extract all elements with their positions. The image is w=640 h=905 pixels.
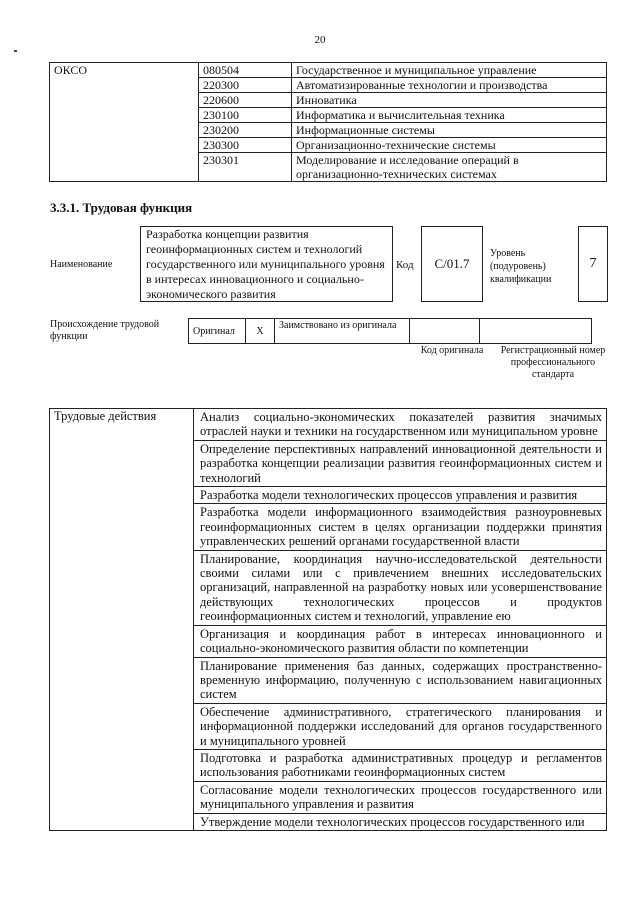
page-number: 20	[314, 34, 326, 46]
okso-code: 230100	[199, 108, 292, 123]
labor-action-item: Разработка модели технологических процессов управления и развития	[194, 487, 607, 504]
okso-table	[49, 62, 607, 182]
okso-name: Автоматизированные технологии и производства	[292, 78, 607, 93]
okso-name: Государственное и муниципальное управление	[292, 63, 607, 78]
level-label: Уровень (подуровень) квалификации	[490, 248, 552, 285]
labor-actions-table	[49, 408, 607, 831]
code-label: Код	[396, 259, 414, 271]
function-code: С/01.7	[421, 226, 483, 302]
labor-action-item: Организация и координация работ в интересах инновационного и социально-экономического развития области по компетенции	[194, 625, 607, 657]
labor-action-item: Разработка модели информационного взаимодействия разноуровневых геоинформационных систем в целях организации поддержки принятия управленческих решений органами государственной власти	[194, 504, 607, 550]
okso-code: 220600	[199, 93, 292, 108]
labor-action-item: Подготовка и разработка административных процедур и регламентов использования работниками геоинформационных систем	[194, 749, 607, 781]
labor-action-item: Планирование применения баз данных, содержащих пространственно-временную информацию, полученную с использованием навигационных систем	[194, 657, 607, 703]
okso-name: Моделирование и исследование операций в организационно-технических системах	[292, 153, 607, 182]
registration-number-label: Регистрационный номер профессионального стандарта	[500, 345, 606, 380]
okso-code: 220300	[199, 78, 292, 93]
labor-action-row	[50, 409, 607, 441]
okso-name: Организационно-технические системы	[292, 138, 607, 153]
origin-borrowed: Заимствовано из оригинала	[275, 319, 410, 344]
labor-action-item: Определение перспективных направлений инновационной деятельности и разработка концепции реализации развития геоинформационных систем и технологий	[194, 440, 607, 486]
origin-label: Происхождение трудовой функции	[50, 319, 160, 342]
name-label: Наименование	[50, 259, 113, 270]
okso-code: 230300	[199, 138, 292, 153]
okso-code: 230200	[199, 123, 292, 138]
labor-action-item: Согласование модели технологических процессов государственного или муниципального управления и развития	[194, 781, 607, 813]
function-name: Разработка концепции развития геоинформационных систем и технологий государственного или муниципального уровня в интересах инновационного и социально-экономического развития	[140, 226, 393, 302]
labor-action-item: Обеспечение административного, стратегического планирования и информационной поддержки исследований для органов государственного и муниципального уровней	[194, 703, 607, 749]
okso-label: ОКСО	[50, 63, 199, 182]
original-code-cell	[410, 319, 480, 344]
labor-action-item: Планирование, координация научно-исследовательской деятельности своими силами или с привлечением внешних исследовательских организаций, направленной на разработку новых или усовершенствование действующих технологических процессов и продуктов геоинформационных систем и технологий, управление ею	[194, 550, 607, 625]
okso-code: 230301	[199, 153, 292, 182]
okso-name: Информатика и вычислительная техника	[292, 108, 607, 123]
section-heading: 3.3.1. Трудовая функция	[50, 200, 193, 215]
labor-action-item: Анализ социально-экономических показателей развития значимых отраслей науки и техники на государственном или муниципальном уровне	[194, 409, 607, 441]
okso-name: Инноватика	[292, 93, 607, 108]
origin-table	[188, 318, 592, 344]
origin-original: Оригинал	[189, 319, 246, 344]
okso-row	[50, 63, 607, 78]
registration-number-cell	[480, 319, 592, 344]
scan-mark	[14, 50, 17, 52]
origin-mark: X	[246, 319, 275, 344]
original-code-label: Код оригинала	[420, 345, 484, 356]
labor-action-item: Утверждение модели технологических процессов государственного или	[194, 813, 607, 830]
okso-name: Информационные системы	[292, 123, 607, 138]
okso-code: 080504	[199, 63, 292, 78]
qualification-level: 7	[578, 226, 608, 302]
labor-actions-label: Трудовые действия	[50, 409, 194, 831]
